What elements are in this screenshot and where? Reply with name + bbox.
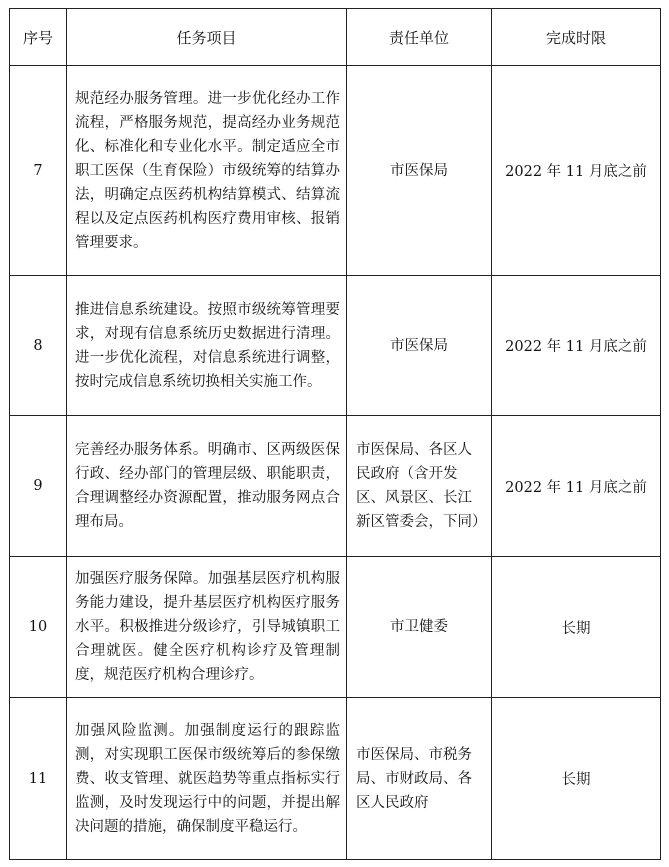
responsible-unit: 市医保局、各区人民政府（含开发区、风景区、长江新区管委会，下同） <box>347 416 492 557</box>
row-number: 8 <box>10 276 67 416</box>
responsible-unit: 市医保局、市税务局、市财政局、各区人民政府 <box>347 698 492 860</box>
responsible-unit: 市医保局 <box>347 276 492 416</box>
deadline: 2022 年 11 月底之前 <box>492 66 661 276</box>
deadline: 长期 <box>492 698 661 860</box>
table-row <box>10 66 661 276</box>
deadline: 2022 年 11 月底之前 <box>492 276 661 416</box>
deadline: 2022 年 11 月底之前 <box>492 416 661 557</box>
task-description: 推进信息系统建设。按照市级统筹管理要求，对现有信息系统历史数据进行清理。进一步优化流程，对信息系统进行调整，按时完成信息系统切换相关实施工作。 <box>67 276 347 416</box>
task-description: 规范经办服务管理。进一步优化经办工作流程，严格服务规范，提高经办业务规范化、标准化和专业化水平。制定适应全市职工医保（生育保险）市级统筹的结算办法，明确定点医药机构结算模式、结算流程以及定点医药机构医疗费用审核、报销管理要求。 <box>67 66 347 276</box>
deadline: 长期 <box>492 557 661 698</box>
header-no: 序号 <box>10 9 67 66</box>
table-row <box>10 276 661 416</box>
task-description: 加强医疗服务保障。加强基层医疗机构服务能力建设，提升基层医疗机构医疗服务水平。积极推进分级诊疗，引导城镇职工合理就医。健全医疗机构诊疗及管理制度，规范医疗机构合理诊疗。 <box>67 557 347 698</box>
row-number: 11 <box>10 698 67 860</box>
header-row <box>10 9 661 66</box>
task-description: 加强风险监测。加强制度运行的跟踪监测，对实现职工医保市级统筹后的参保缴费、收支管理、就医趋势等重点指标实行监测，及时发现运行中的问题，并提出解决问题的措施，确保制度平稳运行。 <box>67 698 347 860</box>
row-number: 10 <box>10 557 67 698</box>
header-task: 任务项目 <box>67 9 347 66</box>
row-number: 9 <box>10 416 67 557</box>
table-row <box>10 698 661 860</box>
responsible-unit: 市卫健委 <box>347 557 492 698</box>
task-table <box>9 8 661 860</box>
row-number: 7 <box>10 66 67 276</box>
table-row <box>10 416 661 557</box>
task-table-container <box>9 8 661 860</box>
table-row <box>10 557 661 698</box>
task-description: 完善经办服务体系。明确市、区两级医保行政、经办部门的管理层级、职能职责，合理调整经办资源配置，推动服务网点合理布局。 <box>67 416 347 557</box>
responsible-unit: 市医保局 <box>347 66 492 276</box>
header-unit: 责任单位 <box>347 9 492 66</box>
header-time: 完成时限 <box>492 9 661 66</box>
